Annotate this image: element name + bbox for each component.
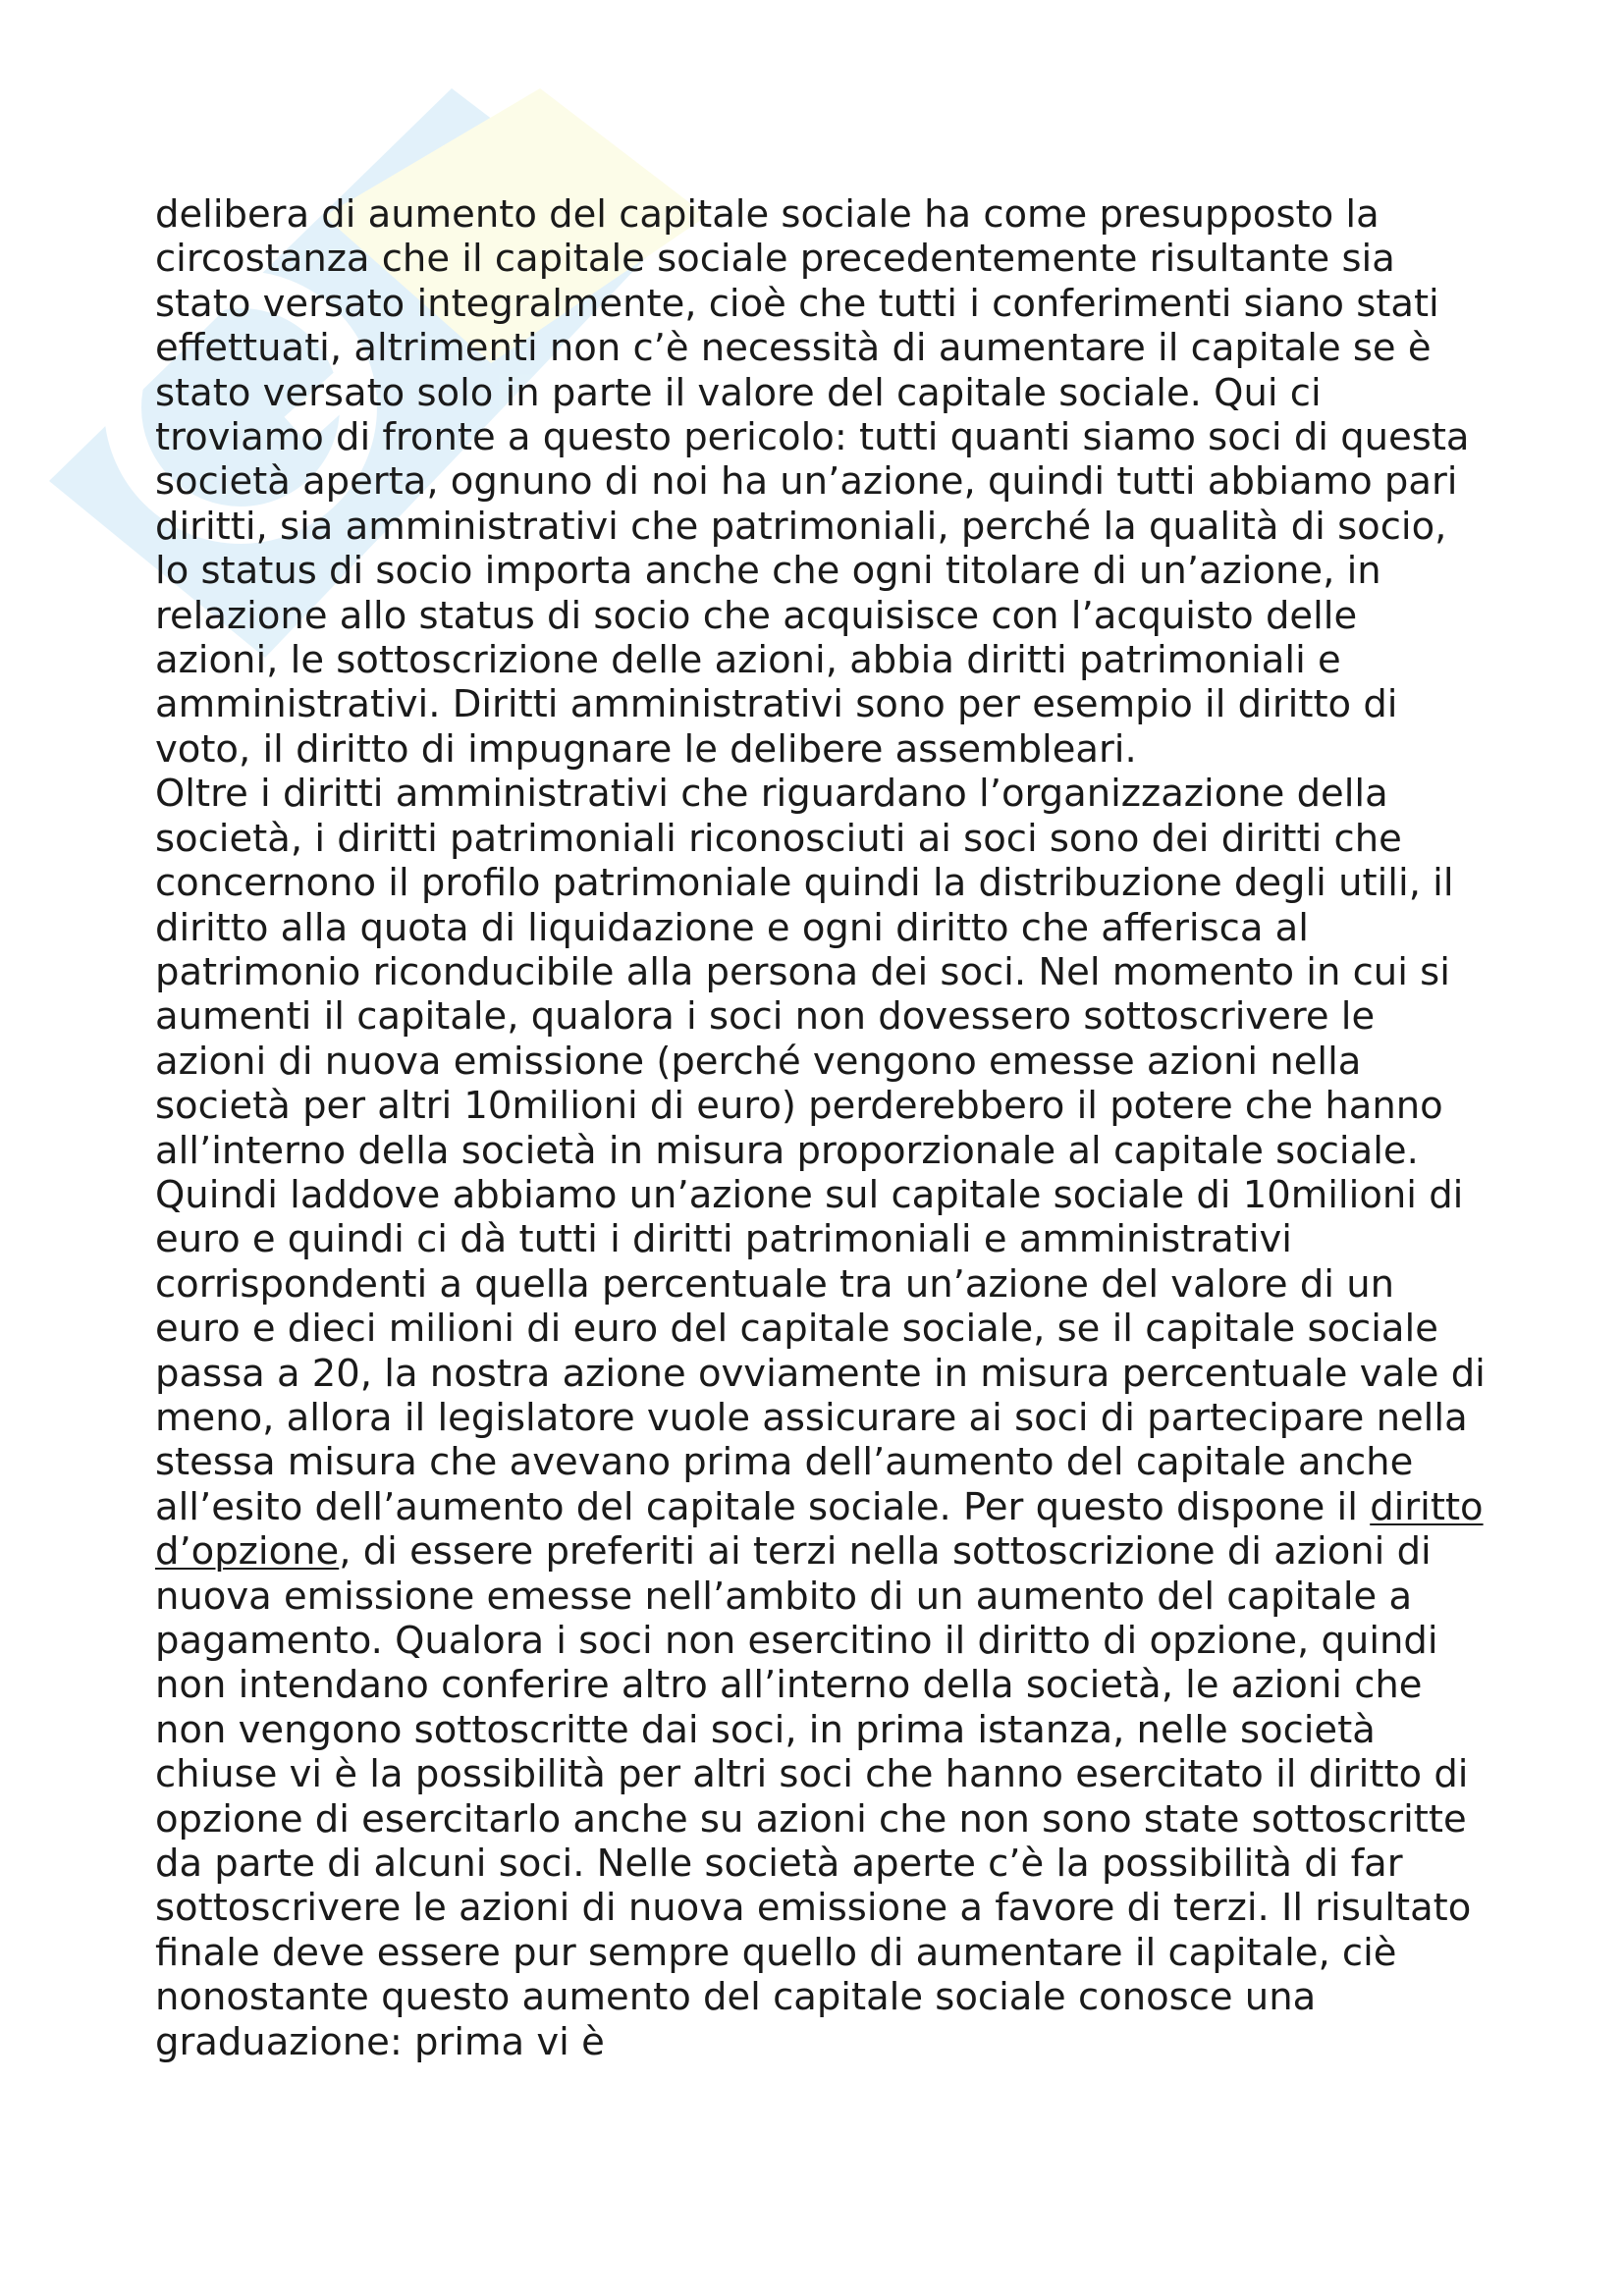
paragraph-text: , di essere preferiti ai terzi nella sottoscrizione di azioni di nuova emissione emesse nell’ambito di un aumento del capitale a pagamento. Qualora i soci non esercitino il diritto di opzione, quindi non intendano conferire altro all’interno della società, le azioni che non vengono sottoscritte dai soci, in prima istanza, nelle società chiuse vi è la possibilità per altri soci che hanno esercitato il diritto di opzione di esercitarlo anche su azioni che non sono state sottoscritte da parte di alcuni soci. Nelle società aperte c’è la possibilità di far sottoscrivere le azioni di nuova emissione a favore di terzi. Il risultato finale deve essere pur sempre quello di aumentare il capitale, ciè nonostante questo aumento del capitale sociale conosce una graduazione: prima vi è [155, 1529, 1472, 2064]
paragraph-text: Oltre i diritti amministrativi che riguardano l’organizzazione della società, i diritti patrimoniali riconosciuti ai soci sono dei diritti che concernono il profilo patrimoniale quindi la distribuzione degli utili, il diritto alla quota di liquidazione e ogni diritto che afferisca al patrimonio riconducibile alla persona dei soci. Nel momento in cui si aumenti il capitale, qualora i soci non dovessero sottoscrivere le azioni di nuova emissione (perché vengono emesse azioni nella società per altri 10milioni di euro) perderebbero il potere che hanno all’interno della società in misura proporzionale al capitale sociale. Quindi laddove abbiamo un’azione sul capitale sociale di 10milioni di euro e quindi ci dà tutti i diritti patrimoniali e amministrativi corrispondenti a quella percentuale tra un’azione del valore di un euro e dieci milioni di euro del capitale sociale, se il capitale sociale passa a 20, la nostra azione ovviamente in misura percentuale vale di meno, allora il legislatore vuole assicurare ai soci di partecipare nella stessa misura che avevano prima dell’aumento del capitale anche all’esito dell’aumento del capitale sociale. Per questo dispone il [155, 772, 1486, 1529]
document-body [155, 192, 1490, 2064]
paragraph [155, 772, 1490, 2064]
paragraph: delibera di aumento del capitale sociale ha come presupposto la circostanza che il capitale sociale precedentemente risultante sia stato versato integralmente, cioè che tutti i conferimenti siano stati effettuati, altrimenti non c’è necessità di aumentare il capitale se è stato versato solo in parte il valore del capitale sociale. Qui ci troviamo di fronte a questo pericolo: tutti quanti siamo soci di questa società aperta, ognuno di noi ha un’azione, quindi tutti abbiamo pari diritti, sia amministrativi che patrimoniali, perché la qualità di socio, lo status di socio importa anche che ogni titolare di un’azione, in relazione allo status di socio che acquisisce con l’acquisto delle azioni, le sottoscrizione delle azioni, abbia diritti patrimoniali e amministrativi. Diritti amministrativi sono per esempio il diritto di voto, il diritto di impugnare le delibere assembleari. [155, 192, 1470, 772]
diritto-opzione-link[interactable]: diritto d’opzione [155, 1484, 1484, 1575]
